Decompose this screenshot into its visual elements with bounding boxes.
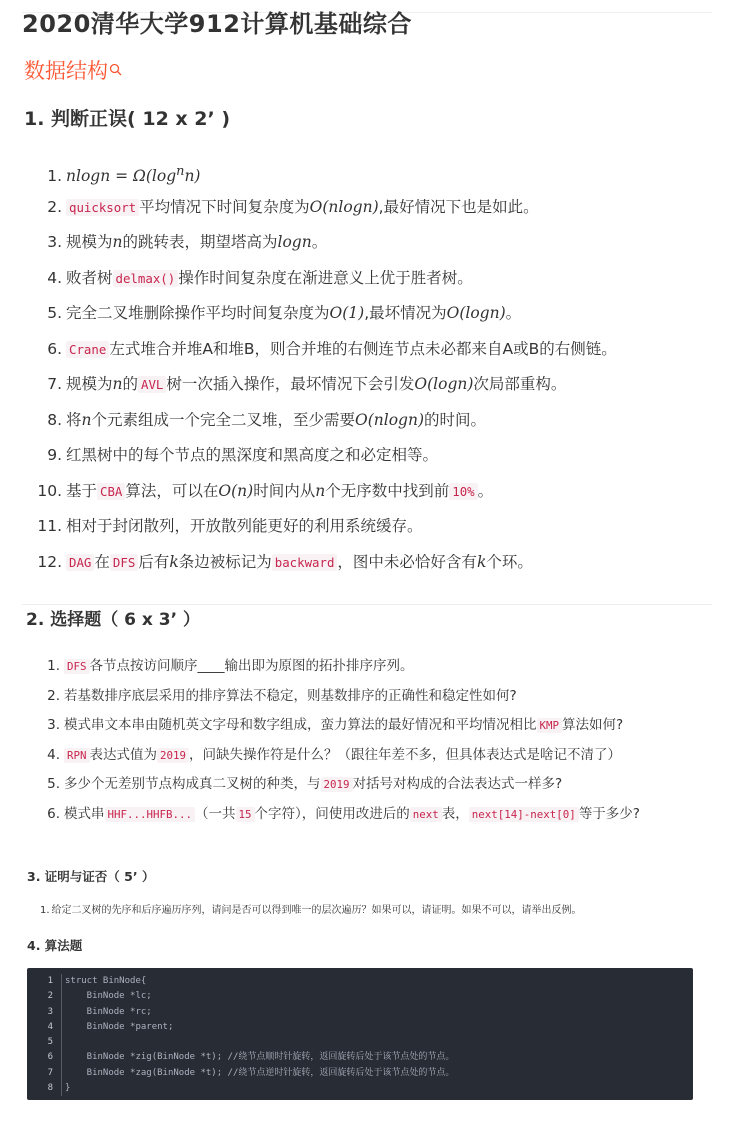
item-text: 规模为 [66, 233, 113, 251]
item-text: 。 [477, 481, 494, 500]
item-text: 树一次插入操作，最坏情况下会引发 [166, 375, 415, 393]
line-number: 7 [47, 1067, 53, 1078]
inline-code: 15 [236, 807, 255, 822]
line-number: 8 [47, 1083, 53, 1094]
subject-heading [24, 56, 108, 86]
item-text: 将 [66, 410, 82, 429]
item-number: 6. [47, 805, 60, 822]
inline-code: Crane [66, 341, 109, 358]
code-text: } [65, 1083, 71, 1094]
item-text: 算法如何? [562, 717, 624, 733]
item-text: （一共 [195, 805, 236, 822]
item-number: 3. [47, 233, 62, 251]
item-text: 后有 [138, 552, 170, 571]
list-item [34, 367, 714, 403]
inline-code: AVL [138, 376, 166, 393]
code-text: BinNode *parent; [65, 1021, 174, 1032]
item-text: 。 [311, 233, 328, 251]
item-number: 7. [47, 375, 62, 393]
item-text: ,最好情况下也是如此。 [378, 197, 539, 216]
list-item [34, 225, 714, 261]
item-number: 1. [40, 905, 50, 916]
item-number: 1. [47, 658, 60, 674]
math-expression: O(n) [218, 481, 254, 500]
line-number: 5 [47, 1037, 53, 1048]
math-expression: k [476, 552, 487, 571]
item-text: 的 [122, 375, 139, 393]
item-text: 个元素组成一个完全二叉堆，至少需要 [91, 410, 356, 429]
item-text: 对括号对构成的合法表达式一样多? [352, 776, 563, 792]
choice-list [44, 652, 724, 829]
code-line [27, 1020, 693, 1035]
code-line [27, 1066, 693, 1081]
list-item [44, 800, 724, 830]
item-number: 4. [47, 746, 60, 763]
item-text: 的跳转表，期望塔高为 [122, 233, 278, 251]
code-line [27, 1081, 693, 1096]
item-text: 左式堆合并堆A和堆B，则合并堆的右侧连节点未必都来自A或B的右侧链。 [109, 339, 617, 358]
math-expression: nlogn = Ω(log [66, 167, 177, 186]
item-text: 红黑树中的每个节点的黑深度和黑高度之和必定相等。 [66, 446, 439, 464]
code-line [27, 1005, 693, 1020]
list-item [40, 901, 720, 921]
item-text: 各节点按访问顺序____输出即为原图的拓扑排序序列。 [89, 658, 414, 674]
inline-code: CBA [97, 483, 125, 500]
section-title-choice: 2. 选择题（ 6 x 3’ ） [26, 610, 200, 630]
inline-code: KMP [537, 718, 563, 733]
item-text: 在 [94, 552, 110, 571]
math-expression: k [169, 552, 179, 571]
list-item [34, 261, 714, 297]
list-item [44, 682, 724, 712]
item-text: 表， [441, 805, 469, 822]
item-number: 11. [37, 517, 62, 535]
line-number: 2 [47, 991, 53, 1002]
list-item [34, 509, 714, 545]
search-icon[interactable] [109, 54, 122, 84]
math-expression: O(nlogn) [309, 197, 379, 216]
item-text: 模式串文本串由随机英文字母和数字组成，蛮力算法的最好情况和平均情况相比 [64, 717, 537, 733]
item-number: 10. [37, 481, 62, 500]
item-text: 个环。 [486, 552, 533, 571]
code-line [27, 1035, 693, 1050]
math-expression: O(logn) [446, 304, 506, 322]
code-text: BinNode *zag(BinNode *t); //绕节点逆时针旋转，返回旋转后处于该节点处的节点。 [65, 1067, 455, 1078]
inline-code: RPN [64, 748, 90, 763]
page-title: 2020清华大学912计算机基础综合 [22, 10, 412, 38]
item-text: 个字符），问使用改进后的 [254, 805, 410, 822]
line-number: 1 [47, 976, 53, 986]
item-text: 时间内从 [253, 481, 316, 500]
code-text: struct BinNode{ [65, 976, 147, 986]
item-number: 3. [47, 717, 60, 733]
item-number: 2. [47, 687, 60, 704]
math-expression: n [112, 375, 123, 393]
inline-code: next[14]-next[0] [469, 807, 579, 822]
inline-code: quicksort [66, 199, 139, 216]
item-number: 4. [47, 268, 62, 287]
section-title-proof: 3. 证明与证否（ 5’ ） [27, 869, 155, 884]
judge-list [34, 154, 714, 580]
item-text: 等于多少? [578, 805, 640, 822]
math-expression: n [112, 233, 123, 251]
item-text: 平均情况下时间复杂度为 [139, 197, 310, 216]
inline-code: DAG [66, 554, 94, 571]
code-text: BinNode *rc; [65, 1006, 152, 1017]
item-text: 条边被标记为 [178, 552, 272, 571]
item-text: 若基数排序底层采用的排序算法不稳定，则基数排序的正确性和稳定性如何? [64, 687, 517, 704]
list-item [44, 711, 724, 741]
code-line [27, 989, 693, 1004]
item-text: 个无序数中找到前 [325, 481, 450, 500]
list-item [34, 438, 714, 474]
code-block[interactable] [27, 968, 693, 1100]
list-item [34, 545, 714, 581]
item-text: 规模为 [66, 375, 113, 393]
math-superscript: n [176, 164, 185, 179]
inline-code: next [410, 807, 442, 822]
section-title-judge: 1. 判断正误( 12 x 2’ ) [24, 108, 231, 130]
item-text: 完全二叉堆删除操作平均时间复杂度为 [66, 304, 330, 322]
inline-code: 2019 [157, 748, 189, 763]
list-item [44, 741, 724, 771]
item-number: 1. [47, 167, 62, 186]
item-number: 2. [47, 197, 62, 216]
item-text: 操作时间复杂度在渐进意义上优于胜者树。 [178, 268, 473, 287]
item-text: ，图中未必恰好含有 [337, 552, 477, 571]
item-text: 相对于封闭散列，开放散列能更好的利用系统缓存。 [66, 517, 423, 535]
section-divider [22, 604, 712, 605]
list-item [34, 403, 714, 439]
item-number: 6. [47, 339, 62, 358]
inline-code: DFS [64, 659, 90, 674]
item-text: 基于 [66, 481, 98, 500]
line-number: 3 [47, 1006, 53, 1017]
item-text: 给定二叉树的先序和后序遍历序列，请问是否可以得到唯一的层次遍历？如果可以，请证明。如果不可以，请举出反例。 [51, 905, 582, 916]
item-number: 5. [47, 304, 62, 322]
item-text: 模式串 [64, 805, 105, 822]
math-expression: n) [184, 167, 201, 186]
item-text: 多少个无差别节点构成真二叉树的种类，与 [64, 776, 321, 792]
subject-label: 数据结构 [24, 59, 108, 83]
code-line [27, 1050, 693, 1065]
inline-code: DFS [110, 554, 138, 571]
list-item [34, 154, 714, 190]
list-item [34, 296, 714, 332]
item-number: 8. [47, 410, 62, 429]
code-text: BinNode *lc; [65, 991, 152, 1002]
code-text: BinNode *zig(BinNode *t); //绕节点顺时针旋转，返回旋转后处于该节点处的节点。 [65, 1052, 455, 1063]
item-text: 表达式值为 [89, 746, 158, 763]
item-text: ，问缺失操作符是什么？（跟往年差不多，但具体表达式是啥记不清了） [189, 746, 622, 763]
item-number: 5. [47, 776, 60, 792]
item-text: 败者树 [66, 268, 113, 287]
item-text: ,最坏情况为 [364, 304, 447, 322]
math-expression: O(nlogn) [355, 410, 424, 429]
item-text: 。 [505, 304, 522, 322]
line-number: 6 [47, 1052, 53, 1063]
code-line [27, 974, 693, 989]
math-expression: O(1) [329, 304, 365, 322]
math-expression: n [81, 410, 92, 429]
math-expression: n [315, 481, 326, 500]
proof-list [40, 901, 720, 921]
list-item [34, 474, 714, 510]
inline-code: delmax() [113, 270, 179, 287]
section-title-algorithm: 4. 算法题 [27, 938, 83, 953]
item-text: 次局部重构。 [473, 375, 567, 393]
item-text: 的时间。 [424, 410, 487, 429]
list-item [34, 190, 714, 226]
math-expression: logn [277, 233, 312, 251]
inline-code: backward [272, 554, 338, 571]
item-text: 算法，可以在 [125, 481, 219, 500]
line-number: 4 [47, 1021, 53, 1032]
list-item [44, 652, 724, 682]
item-number: 12. [37, 552, 62, 571]
inline-code: 10% [449, 483, 477, 500]
inline-code: 2019 [321, 777, 353, 792]
list-item [34, 332, 714, 368]
inline-code: HHF...HHFB... [105, 807, 196, 822]
item-number: 9. [47, 446, 62, 464]
math-expression: O(logn) [414, 375, 474, 393]
list-item [44, 770, 724, 800]
